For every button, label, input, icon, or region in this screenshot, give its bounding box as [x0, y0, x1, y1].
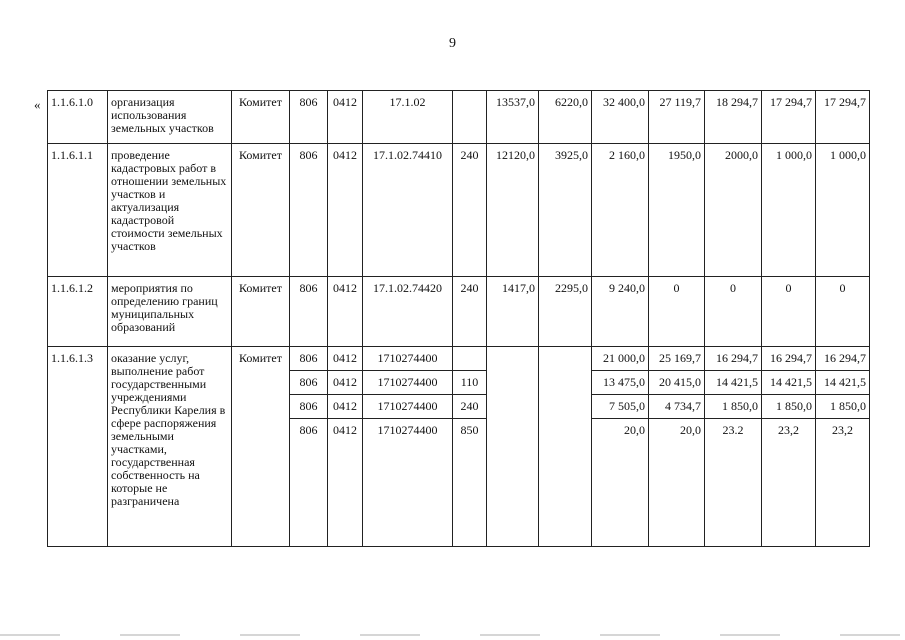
row-value-4: 1950,0 — [649, 144, 705, 277]
row-value-6: 14 421,5 — [762, 371, 816, 395]
row-value-7: 17 294,7 — [816, 91, 870, 144]
row-vr: 240 — [453, 395, 487, 419]
row-value-6: 23,2 — [762, 419, 816, 547]
row-value-6: 0 — [762, 277, 816, 347]
row-rzpr: 0412 — [328, 277, 363, 347]
row-org: Комитет — [232, 144, 290, 277]
row-value-4: 0 — [649, 277, 705, 347]
row-value-4: 25 169,7 — [649, 347, 705, 371]
row-csr: 1710274400 — [363, 347, 453, 371]
row-value-5: 23.2 — [705, 419, 762, 547]
row-value-2: 2295,0 — [539, 277, 592, 347]
row-value-3: 7 505,0 — [592, 395, 649, 419]
row-value-6: 16 294,7 — [762, 347, 816, 371]
row-org: Комитет — [232, 91, 290, 144]
scan-edge-mark — [0, 634, 905, 636]
row-value-3: 13 475,0 — [592, 371, 649, 395]
row-vr: 110 — [453, 371, 487, 395]
row-vr — [453, 347, 487, 371]
row-csr: 17.1.02.74420 — [363, 277, 453, 347]
row-csr: 17.1.02.74410 — [363, 144, 453, 277]
row-value-3: 9 240,0 — [592, 277, 649, 347]
row-rzpr: 0412 — [328, 347, 363, 371]
row-value-1: 12120,0 — [487, 144, 539, 277]
row-csr: 17.1.02 — [363, 91, 453, 144]
row-value-5: 1 850,0 — [705, 395, 762, 419]
page-number: 9 — [449, 36, 456, 51]
opening-quote-mark: « — [34, 97, 41, 112]
row-value-2: 3925,0 — [539, 144, 592, 277]
row-grbs: 806 — [290, 91, 328, 144]
row-name: оказание услуг, выполнение работ государственными учреждениями Республики Карелия в сфере распоряжения земельными участками, государственная собственность на которые не разграничена — [108, 347, 232, 547]
row-value-4: 20 415,0 — [649, 371, 705, 395]
row-value-4: 4 734,7 — [649, 395, 705, 419]
row-vr: 240 — [453, 277, 487, 347]
row-rzpr: 0412 — [328, 371, 363, 395]
row-grbs: 806 — [290, 395, 328, 419]
row-value-2: 6220,0 — [539, 91, 592, 144]
table-row — [48, 347, 870, 371]
row-grbs: 806 — [290, 347, 328, 371]
row-value-6: 1 000,0 — [762, 144, 816, 277]
row-code: 1.1.6.1.0 — [48, 91, 108, 144]
row-value-6: 1 850,0 — [762, 395, 816, 419]
row-grbs: 806 — [290, 419, 328, 547]
table-row — [48, 144, 870, 277]
row-value-2 — [539, 347, 592, 547]
row-value-6: 17 294,7 — [762, 91, 816, 144]
row-org: Комитет — [232, 347, 290, 547]
row-code: 1.1.6.1.1 — [48, 144, 108, 277]
row-org: Комитет — [232, 277, 290, 347]
row-grbs: 806 — [290, 144, 328, 277]
row-value-7: 23,2 — [816, 419, 870, 547]
row-rzpr: 0412 — [328, 419, 363, 547]
row-value-5: 2000,0 — [705, 144, 762, 277]
row-value-3: 20,0 — [592, 419, 649, 547]
row-value-1: 13537,0 — [487, 91, 539, 144]
row-grbs: 806 — [290, 277, 328, 347]
table-row — [48, 277, 870, 347]
row-value-7: 1 000,0 — [816, 144, 870, 277]
row-value-3: 2 160,0 — [592, 144, 649, 277]
row-vr — [453, 91, 487, 144]
row-code: 1.1.6.1.2 — [48, 277, 108, 347]
row-rzpr: 0412 — [328, 144, 363, 277]
row-value-7: 0 — [816, 277, 870, 347]
row-value-7: 16 294,7 — [816, 347, 870, 371]
row-value-5: 0 — [705, 277, 762, 347]
row-value-1: 1417,0 — [487, 277, 539, 347]
table-row — [48, 91, 870, 144]
row-value-5: 18 294,7 — [705, 91, 762, 144]
row-value-3: 21 000,0 — [592, 347, 649, 371]
row-vr: 850 — [453, 419, 487, 547]
row-rzpr: 0412 — [328, 395, 363, 419]
row-name: мероприятия по определению границ муниципальных образований — [108, 277, 232, 347]
row-value-5: 16 294,7 — [705, 347, 762, 371]
row-value-5: 14 421,5 — [705, 371, 762, 395]
row-value-7: 1 850,0 — [816, 395, 870, 419]
row-value-1 — [487, 347, 539, 547]
row-rzpr: 0412 — [328, 91, 363, 144]
row-csr: 1710274400 — [363, 371, 453, 395]
budget-table — [47, 90, 870, 547]
row-name: проведение кадастровых работ в отношении земельных участков и актуализация кадастровой стоимости земельных участков — [108, 144, 232, 277]
row-vr: 240 — [453, 144, 487, 277]
row-value-4: 20,0 — [649, 419, 705, 547]
row-value-3: 32 400,0 — [592, 91, 649, 144]
row-name: организация использования земельных участков — [108, 91, 232, 144]
row-csr: 1710274400 — [363, 395, 453, 419]
row-csr: 1710274400 — [363, 419, 453, 547]
row-value-4: 27 119,7 — [649, 91, 705, 144]
row-grbs: 806 — [290, 371, 328, 395]
row-code: 1.1.6.1.3 — [48, 347, 108, 547]
row-value-7: 14 421,5 — [816, 371, 870, 395]
